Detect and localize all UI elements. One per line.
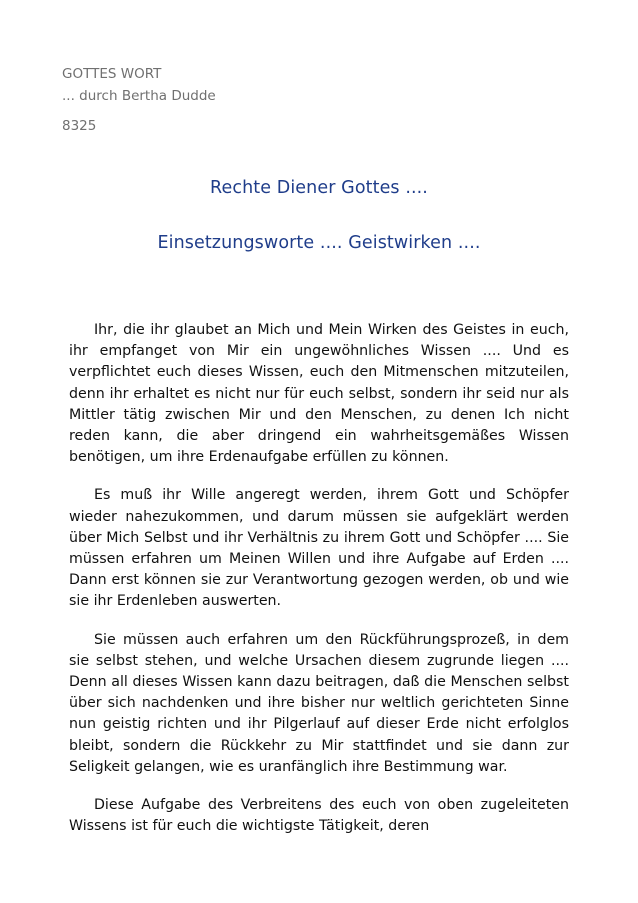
body-paragraph: Diese Aufgabe des Verbreitens des euch von oben zugeleiteten Wissens ist für euch die wichtigste Tätigkeit, deren: [69, 797, 569, 835]
document-header: [62, 63, 216, 137]
author-line: ... durch Bertha Dudde: [62, 88, 216, 104]
page-title: Rechte Diener Gottes ....: [210, 178, 428, 198]
document-body: [69, 320, 569, 854]
body-paragraph: Es muß ihr Wille angeregt werden, ihrem Gott und Schöpfer wieder nahezukommen, und darum müssen sie aufgeklärt werden über Mich Selbst und ihr Verhältnis zu ihrem Gott und Schöpfer .... Sie müssen erfahren um Meinen Willen und ihre Aufgabe auf Erden .... Dann erst können sie zur Verantwortung gezogen werden, ob und wie sie ihr Erdenleben auswerten.: [69, 487, 569, 610]
body-paragraph: Sie müssen auch erfahren um den Rückführungsprozeß, in dem sie selbst stehen, und welche Ursachen diesem zugrunde liegen .... Denn all dieses Wissen kann dazu beitragen, daß die Menschen selbst über sich nachdenken und ihre bisher nur weltlich gerichteten Sinne nun geistig richten und ihr Pilgerlauf auf dieser Erde nicht erfolglos bleibt, sondern die Rückkehr zu Mir stattfindet und sie dann zur Seligkeit gelangen, wie es uranfänglich ihre Bestimmung war.: [69, 631, 569, 775]
series-title: GOTTES WORT: [62, 66, 162, 82]
document-number: 8325: [62, 118, 97, 134]
body-paragraph: Ihr, die ihr glaubet an Mich und Mein Wirken des Geistes in euch, ihr empfanget von Mir ein ungewöhnliches Wissen .... Und es verpflichtet euch dieses Wissen, euch den Mitmenschen mitzuteilen, denn ihr erhaltet es nicht nur für euch selbst, sondern ihr seid nur als Mittler tätig zwischen Mir und den Menschen, zu denen Ich nicht reden kann, die aber dringend ein wahrheitsgemäßes Wissen benötigen, um ihre Erdenaufgabe erfüllen zu können.: [69, 322, 569, 466]
page-subtitle: Einsetzungsworte .... Geistwirken ....: [157, 233, 481, 253]
